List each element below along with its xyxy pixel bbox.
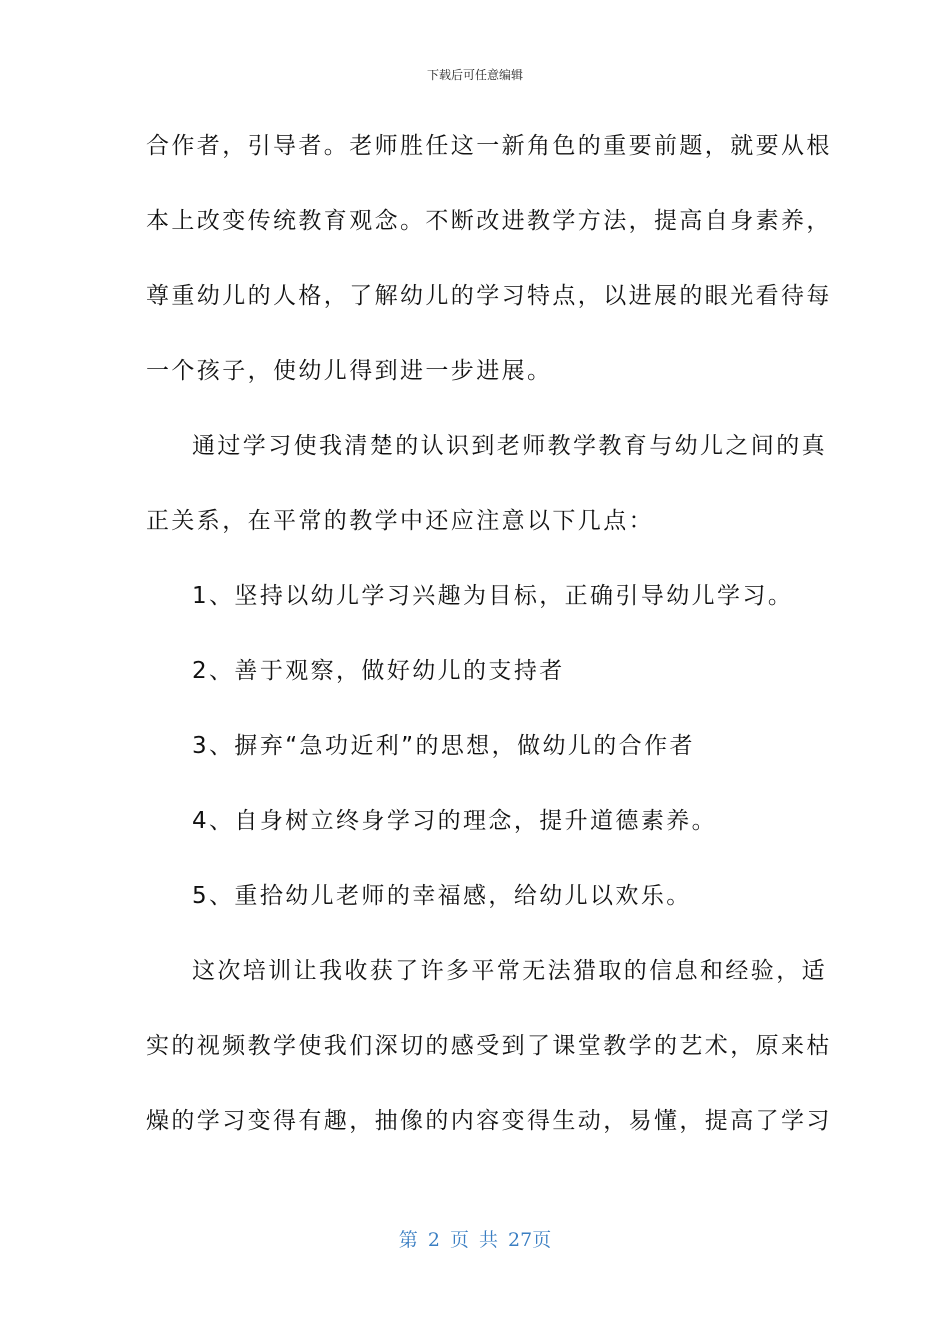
list-item-3: 3、摒弃“急功近利”的思想，做幼儿的合作者 [192, 733, 695, 759]
page-number-footer: 第 2 页 共 27页 [398, 1229, 552, 1251]
list-item-5: 5、重拾幼儿老师的幸福感，给幼儿以欢乐。 [192, 883, 692, 909]
list-item-4: 4、自身树立终身学习的理念，提升道德素养。 [192, 808, 718, 834]
document-body [146, 128, 832, 1178]
paragraph-start-line: 这次培训让我收获了许多平常无法猎取的信息和经验，适 [192, 958, 827, 984]
text-line: 实的视频教学使我们深切的感受到了课堂教学的艺术，原来枯 [146, 1033, 832, 1059]
list-item-2: 2、善于观察，做好幼儿的支持者 [192, 658, 565, 684]
text-line: 合作者，引导者。老师胜任这一新角色的重要前题，就要从根 [146, 133, 832, 159]
page-header: 下载后可任意编辑 [426, 68, 523, 82]
text-line: 本上改变传统教育观念。不断改进教学方法，提高自身素养， [146, 208, 832, 234]
list-item-1: 1、坚持以幼儿学习兴趣为目标，正确引导幼儿学习。 [192, 583, 794, 609]
text-line: 燥的学习变得有趣，抽像的内容变得生动，易懂，提高了学习 [146, 1108, 832, 1134]
text-line: 一个孩子，使幼儿得到进一步进展。 [146, 358, 553, 384]
text-line: 正关系，在平常的教学中还应注意以下几点： [146, 508, 654, 534]
paragraph-start-line: 通过学习使我清楚的认识到老师教学教育与幼儿之间的真 [192, 433, 827, 459]
text-line: 尊重幼儿的人格，了解幼儿的学习特点，以进展的眼光看待每 [146, 283, 832, 309]
